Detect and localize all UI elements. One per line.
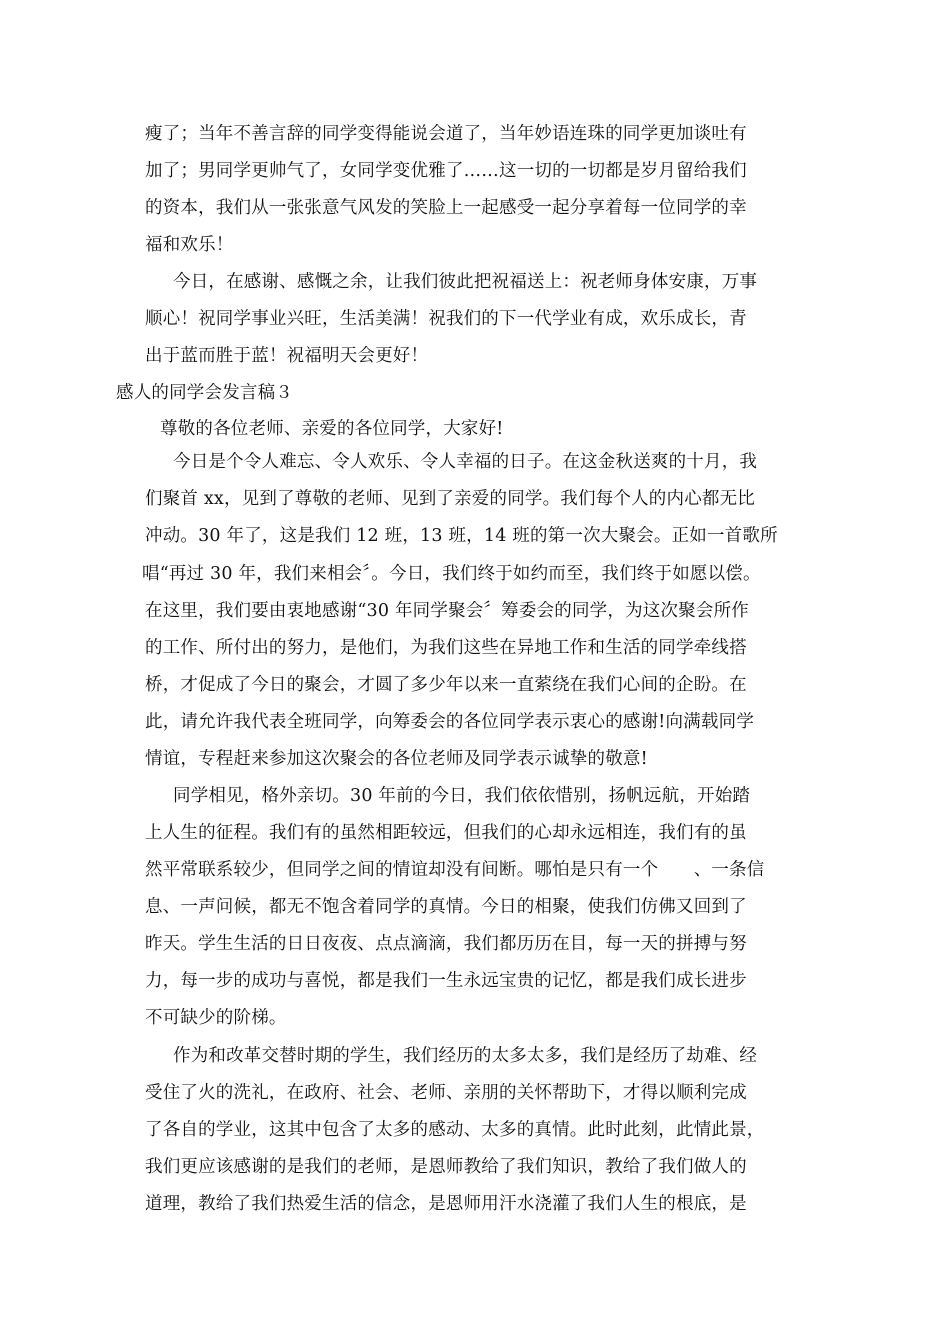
paragraph-first-line: 同学相见，格外亲切。30 年前的今日，我们依依惜别，扬帆远航，开始踏: [173, 786, 751, 806]
text-line: 唱“再过 30 年，我们来相会〞。今日，我们终于如约而至，我们终于如愿以偿。: [142, 564, 761, 584]
text-line: 们聚首 xx，见到了尊敬的老师、见到了亲爱的同学。我们每个人的内心都无比: [145, 489, 755, 509]
text-line: 息、一声问候，都无不饱含着同学的真情。今日的相聚，使我们仿佛又回到了: [145, 897, 747, 917]
text-line: 的资本，我们从一张张意气风发的笑脸上一起感受一起分享着每一位同学的幸: [145, 198, 747, 218]
text-line: 出于蓝而胜于蓝！祝福明天会更好！: [145, 346, 429, 366]
text-line: 加了；男同学更帅气了，女同学变优雅了……这一切的一切都是岁月留给我们: [145, 161, 747, 181]
text-line: 道理，教给了我们热爱生活的信念，是恩师用汗水浇灌了我们人生的根底，是: [145, 1194, 747, 1214]
text-line: 的工作、所付出的努力，是他们，为我们这些在异地工作和生活的同学牵线搭: [145, 638, 747, 658]
text-line: 我们更应该感谢的是我们的老师，是恩师教给了我们知识，教给了我们做人的: [145, 1157, 747, 1177]
text-line: 顺心！祝同学事业兴旺，生活美满！祝我们的下一代学业有成，欢乐成长，青: [145, 309, 747, 329]
text-line: 受住了火的洗礼，在政府、社会、老师、亲朋的关怀帮助下，才得以顺利完成: [145, 1083, 747, 1103]
text-line: 力，每一步的成功与喜悦，都是我们一生永远宝贵的记忆，都是我们成长进步: [145, 971, 747, 991]
paragraph-first-line: 今日是个令人难忘、令人欢乐、令人幸福的日子。在这金秋送爽的十月，我: [173, 452, 758, 472]
salutation-line: 尊敬的各位老师、亲爱的各位同学，大家好!: [160, 419, 504, 439]
text-line: 瘦了；当年不善言辞的同学变得能说会道了，当年妙语连珠的同学更加谈吐有: [145, 124, 747, 144]
text-line: 不可缺少的阶梯。: [145, 1008, 287, 1028]
text-line: 了各自的学业，这其中包含了太多的感动、太多的真情。此时此刻，此情此景，: [145, 1120, 765, 1140]
text-line: 在这里，我们要由衷地感谢“30 年同学聚会〞筹委会的同学，为这次聚会所作: [145, 601, 749, 621]
text-line: 冲动。30 年了，这是我们 12 班，13 班，14 班的第一次大聚会。正如一首歌所: [145, 526, 778, 546]
text-line: 上人生的征程。我们有的虽然相距较远，但我们的心却永远相连，我们有的虽: [145, 823, 747, 843]
text-line: 此，请允许我代表全班同学，向筹委会的各位同学表示衷心的感谢!向满载同学: [145, 712, 755, 732]
section-heading: 感人的同学会发言稿３: [116, 383, 293, 403]
text-line: 昨天。学生生活的日日夜夜、点点滴滴，我们都历历在目，每一天的拼搏与努: [145, 934, 747, 954]
paragraph-first-line: 作为和改革交替时期的学生，我们经历的太多太多，我们是经历了劫难、经: [173, 1046, 758, 1066]
text-line: 福和欢乐！: [145, 235, 234, 255]
text-line: 情谊，专程赶来参加这次聚会的各位老师及同学表示诚挚的敬意!: [145, 749, 648, 769]
paragraph-first-line: 今日，在感谢、感慨之余，让我们彼此把祝福送上：祝老师身体安康，万事: [173, 272, 758, 292]
text-line: 桥，才促成了今日的聚会，才圆了多少年以来一直萦绕在我们心间的企盼。在: [145, 675, 747, 695]
text-line: 然平常联系较少，但同学之间的情谊却没有间断。哪怕是只有一个 、一条信: [145, 860, 765, 880]
